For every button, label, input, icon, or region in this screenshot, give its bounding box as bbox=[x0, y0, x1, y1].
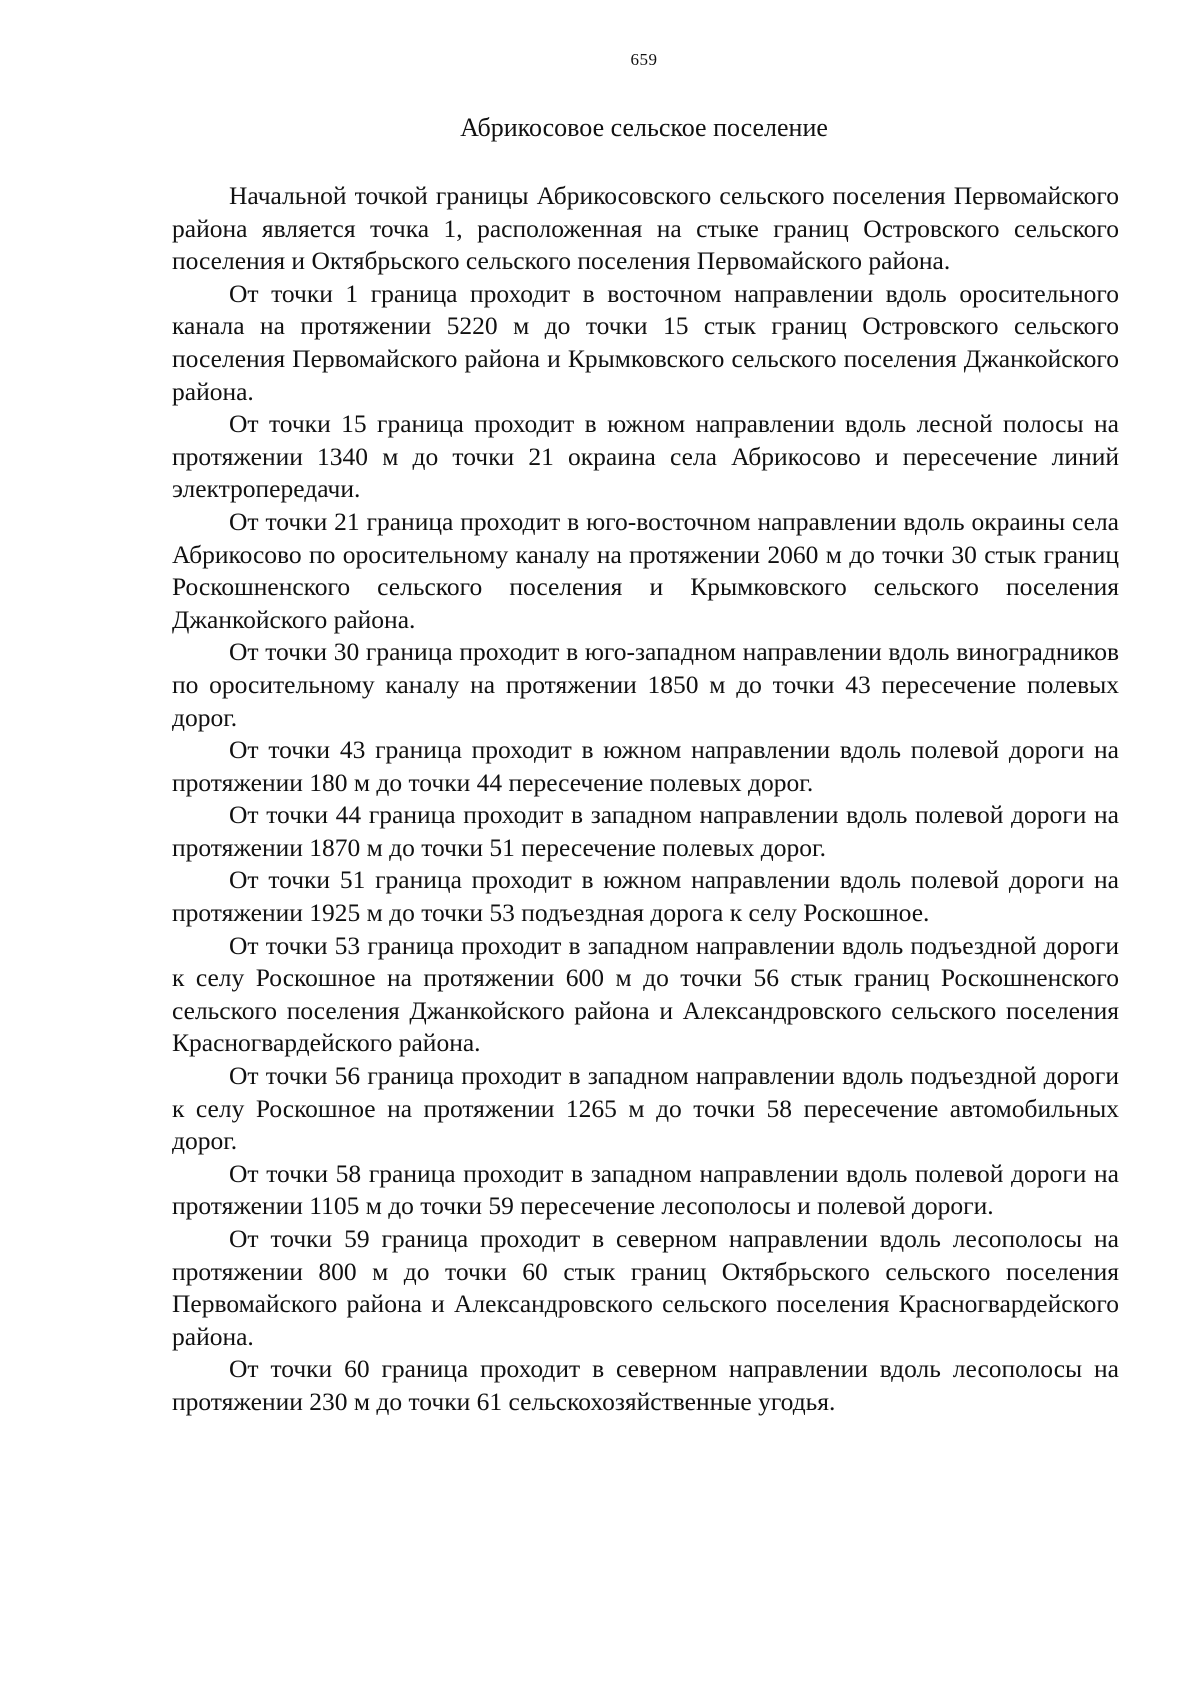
page-number: 659 bbox=[630, 50, 658, 69]
paragraph-3: От точки 15 граница проходит в южном направлении вдоль лесной полосы на протяжении 1340 м до точки 21 окраина села Абрикосово и пересечение линий электропередачи. bbox=[172, 409, 1119, 504]
paragraph-2: От точки 1 граница проходит в восточном направлении вдоль оросительного канала на протяжении 5220 м до точки 15 стык границ Островского сельского поселения Первомайского района и Крымковского сельского поселения Джанкойского района. bbox=[172, 278, 1119, 406]
paragraph-7: От точки 44 граница проходит в западном направлении вдоль полевой дороги на протяжении 1870 м до точки 51 пересечение полевых дорог. bbox=[172, 800, 1119, 862]
paragraph-1: Начальной точкой границы Абрикосовского сельского поселения Первомайского района является точка 1, расположенная на стыке границ Островского сельского поселения и Октябрьского сельского поселения Первомайского района. bbox=[172, 181, 1119, 276]
paragraph-6: От точки 43 граница проходит в южном направлении вдоль полевой дороги на протяжении 180 м до точки 44 пересечение полевых дорог. bbox=[172, 735, 1119, 797]
paragraph-12: От точки 59 граница проходит в северном направлении вдоль лесополосы на протяжении 800 м до точки 60 стык границ Октябрьского сельского поселения Первомайского района и Александровского сельского поселения Красногвардейского района. bbox=[172, 1224, 1119, 1351]
paragraph-8: От точки 51 граница проходит в южном направлении вдоль полевой дороги на протяжении 1925 м до точки 53 подъездная дорога к селу Роскошное. bbox=[172, 865, 1119, 928]
paragraph-4: От точки 21 граница проходит в юго-восточном направлении вдоль окраины села Абрикосово по оросительному каналу на протяжении 2060 м до точки 30 стык границ Роскошненского сельского поселения и Крымковского сельского поселения Джанкойского района. bbox=[172, 506, 1119, 634]
document-body bbox=[172, 180, 1119, 1419]
document-title: Абрикосовое сельское поселение bbox=[460, 113, 828, 142]
paragraph-10: От точки 56 граница проходит в западном направлении вдоль подъездной дороги к селу Роскошное на протяжении 1265 м до точки 58 пересечение автомобильных дорог. bbox=[172, 1061, 1119, 1156]
paragraph-13: От точки 60 граница проходит в северном направлении вдоль лесополосы на протяжении 230 м до точки 61 сельскохозяйственные угодья. bbox=[172, 1354, 1119, 1416]
paragraph-9: От точки 53 граница проходит в западном направлении вдоль подъездной дороги к селу Роскошное на протяжении 600 м до точки 56 стык границ Роскошненского сельского поселения Джанкойского района и Александровского сельского поселения Красногвардейского района. bbox=[172, 930, 1119, 1058]
paragraph-11: От точки 58 граница проходит в западном направлении вдоль полевой дороги на протяжении 1105 м до точки 59 пересечение лесополосы и полевой дороги. bbox=[172, 1158, 1119, 1221]
paragraph-5: От точки 30 граница проходит в юго-западном направлении вдоль виноградников по оросительному каналу на протяжении 1850 м до точки 43 пересечение полевых дорог. bbox=[172, 637, 1119, 732]
